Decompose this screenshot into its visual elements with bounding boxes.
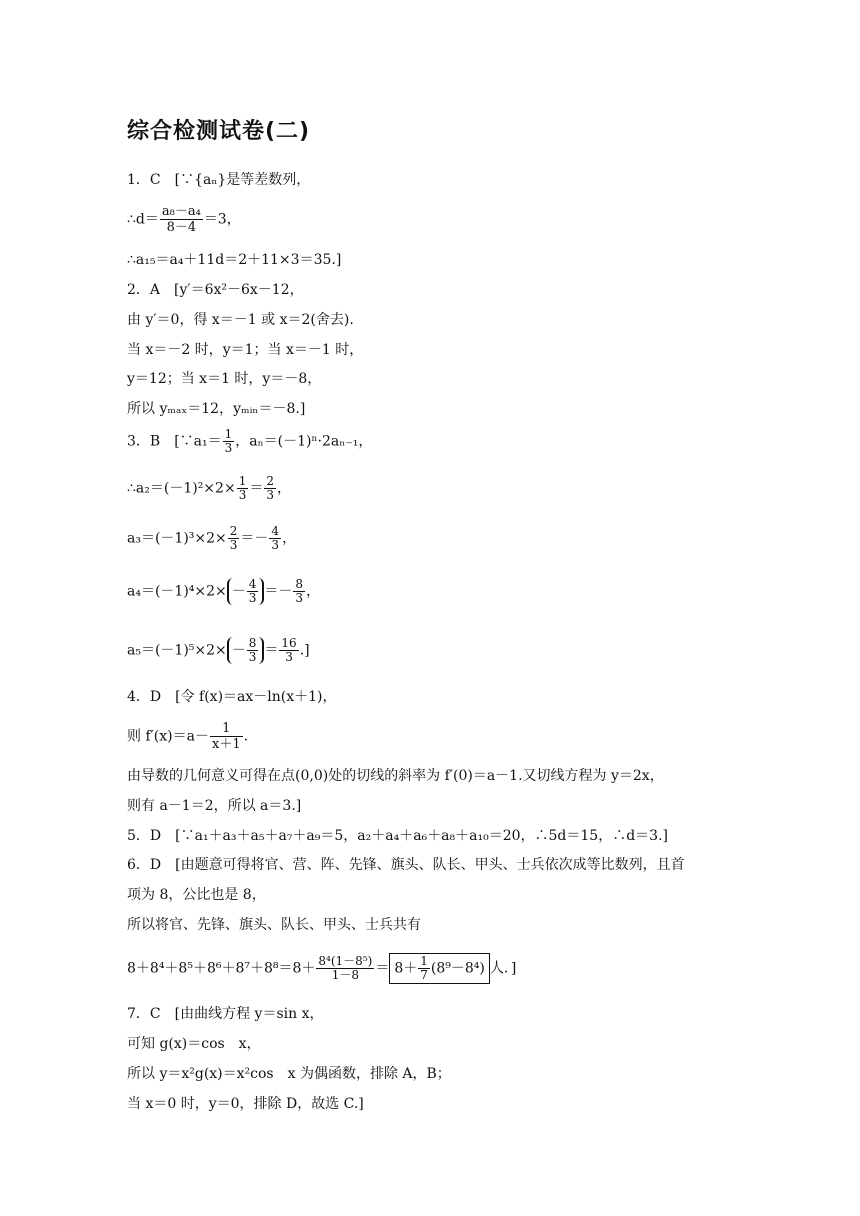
fraction [279,637,298,664]
fraction [418,955,430,982]
fraction [247,578,259,605]
text-segment: ， [306,583,321,600]
denominator: 8－4 [166,220,197,235]
answer-3-a2 [127,475,291,502]
text-segment: ， [282,530,297,547]
text-segment: 人．] [489,960,517,977]
answer-6-line: 项为 8，公比也是 8， [127,887,266,903]
text-segment: ，aₙ＝(－1)ⁿ·2aₙ₋₁， [235,433,373,450]
text-segment: ＝3， [203,211,241,228]
answer-6-line: 所以将官、先锋、旗头、队长、甲头、士兵共有 [127,917,421,933]
answer-2-line: 2．A [y′＝6x²－6x－12， [127,282,304,298]
denominator: x＋1 [211,737,241,752]
answer-2-line: 当 x＝－2 时，y＝1；当 x＝－1 时， [127,342,364,358]
denominator: 3 [248,591,257,605]
fraction [210,721,243,752]
answer-4-line: 由导数的几何意义可得在点(0,0)处的切线的斜率为 f′(0)＝a－1.又切线方程为 y＝2x， [127,768,664,784]
page-title: 综合检测试卷(二) [127,119,311,144]
denominator: 3 [248,650,257,664]
answer-4-derivative [127,721,248,752]
numerator: 1 [420,954,428,968]
text-segment: ＝－ [240,530,269,547]
answer-4-result: 则有 a－1＝2，所以 a＝3.] [127,798,302,814]
answer-7-line: 7．C [由曲线方程 y＝sin x， [127,1006,324,1022]
numerator: 8⁴(1－8⁵) [318,954,373,968]
text-segment: a₃＝(－1)³×2× [127,530,227,547]
answer-7-line: 所以 y＝x²g(x)＝x²cos x 为偶函数，排除 A，B； [127,1066,451,1082]
denominator: 3 [224,441,233,455]
text-segment: 3．B [∵a₁＝ [127,433,222,450]
fraction [247,637,259,664]
text-segment: .] [299,642,310,659]
bracket-group [389,953,490,984]
fraction [264,475,276,502]
answer-7-line: 可知 g(x)＝cos x， [127,1036,261,1052]
numerator: 8 [295,577,304,591]
text-segment: 8＋8⁴＋8⁵＋8⁶＋8⁷＋8⁸＝8＋ [127,960,316,977]
numerator: 16 [281,636,297,650]
denominator: 3 [229,538,238,552]
numerator: 1 [238,474,247,488]
numerator: a₈－a₄ [161,204,201,219]
text-segment: ＝ [249,480,264,497]
answer-5-line: 5．D [∵a₁＋a₃＋a₅＋a₇＋a₉＝5，a₂＋a₄＋a₆＋a₈＋a₁₀＝20，∴5d＝15，∴d＝3.] [127,828,668,844]
text-segment: ， [276,480,291,497]
text-segment: ＝ [264,642,279,659]
text-segment: (8⁹－8⁴) [430,960,485,977]
answer-3-a3 [127,525,296,552]
text-segment: a₄＝(－1)⁴×2× [127,583,227,600]
fraction [160,204,203,235]
denominator: 3 [285,650,293,664]
answer-1-result: ∴a₁₅＝a₄＋11d＝2＋11×3＝35.] [127,252,342,268]
numerator: 2 [229,524,238,538]
numerator: 1 [224,427,233,441]
text-segment: ∴d＝ [127,211,159,228]
answer-3-a5 [127,637,310,664]
denominator: 1－8 [331,968,359,982]
fraction [223,428,235,455]
denominator: 7 [420,968,428,982]
denominator: 3 [271,538,280,552]
fraction [237,475,249,502]
text-segment: 8＋ [394,960,418,977]
fraction [228,525,240,552]
answer-2-line: 由 y′＝0，得 x＝－1 或 x＝2(舍去). [127,312,354,328]
minus-sign: － [231,583,246,600]
parenthesis-group [227,578,265,605]
answer-3-line [127,428,372,455]
denominator: 3 [266,488,274,502]
minus-sign: － [231,642,246,659]
answer-7-result: 当 x＝0 时，y＝0，排除 D，故选 C.] [127,1096,364,1112]
answer-1-formula-d [127,204,241,235]
numerator: 8 [248,636,257,650]
text-segment: . [243,728,249,745]
text-segment: ∴a₂＝(－1)²×2× [127,480,236,497]
answer-3-a4 [127,578,320,605]
text-segment: 则 f′(x)＝a－ [127,728,209,745]
fraction [316,955,374,982]
fraction [293,578,305,605]
answer-4-line: 4．D [令 f(x)＝ax－ln(x＋1)， [127,689,337,705]
numerator: 2 [266,474,274,488]
denominator: 3 [295,591,304,605]
text-segment: a₅＝(－1)⁵×2× [127,642,227,659]
answer-2-line: y＝12；当 x＝1 时，y＝－8， [127,371,322,387]
answer-6-line: 6．D [由题意可得将官、营、阵、先锋、旗头、队长、甲头、士兵依次成等比数列，且首 [127,857,685,873]
numerator: 1 [210,721,243,737]
answer-1-line: 1．C [∵{aₙ}是等差数列， [127,172,311,188]
parenthesis-group [227,637,265,664]
fraction [269,525,281,552]
answer-2-result: 所以 yₘₐₓ＝12，yₘᵢₙ＝－8.] [127,401,306,417]
answer-6-formula [127,953,516,984]
text-segment: ＝－ [264,583,293,600]
numerator: 4 [248,577,257,591]
text-segment: ＝ [375,960,390,977]
numerator: 4 [271,524,280,538]
denominator: 3 [238,488,247,502]
